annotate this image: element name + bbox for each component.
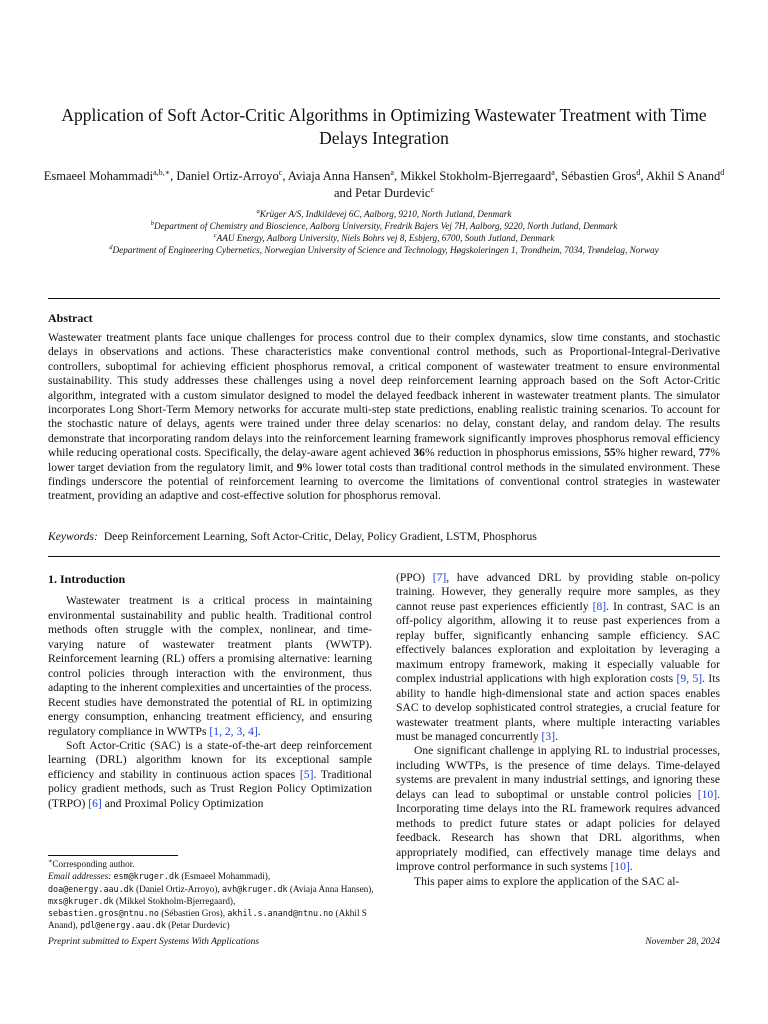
- footnote: [48, 858, 378, 932]
- email-link[interactable]: mxs@kruger.dk: [48, 895, 114, 906]
- citation-link[interactable]: [5]: [299, 767, 314, 781]
- paragraph: Wastewater treatment is a critical process in maintaining environmental sustainability and public health. Traditional control methods often struggle with the complex, nonlinear, and time-varying nature of wastewater treatment plants (WWTP). Reinforcement learning (RL) offers a promising alternative: learning control policies through interaction with the environment, thus adapting to the inherent complexities and uncertainties of the process. Recent studies have demonstrated the potential of RL in optimizing energy consumption, enhancing treatment efficiency, and ensuring regulatory compliance in WWTPs [1, 2, 3, 4].: [48, 594, 372, 738]
- keywords-label: Keywords:: [48, 530, 98, 543]
- citation-link[interactable]: [1, 2, 3, 4]: [209, 724, 258, 738]
- author: Mikkel Stokholm-Bjerregaard$^a$,: [400, 168, 562, 183]
- author: Sébastien Gros$^d$,: [561, 168, 646, 183]
- citation-link[interactable]: [7]: [432, 571, 447, 584]
- author-list: [40, 168, 728, 202]
- affiliation: $^c$AAU Energy, Aalborg University, Niels Bohrs vej 8, Esbjerg, 6700, South Jutland, Denmark: [213, 232, 555, 243]
- author: Aviaja Anna Hansen$^a$,: [287, 168, 401, 183]
- abstract-heading: Abstract: [48, 311, 93, 325]
- footnote-divider: [48, 855, 178, 856]
- email-link[interactable]: sebastien.gros@ntnu.no: [48, 908, 159, 919]
- keywords: [48, 530, 720, 543]
- author: Akhil S Anand$^d$: [645, 168, 725, 183]
- affiliation-list: [40, 208, 728, 256]
- author: Esmaeel Mohammadi$^{a,b,∗}$,: [43, 168, 177, 183]
- abstract-text: Wastewater treatment plants face unique challenges for process control due to their complex dynamics, slow time constants, and stochastic delays in observations and actions. These characteristics make conventional control methods, such as Proportional-Integral-Derivative controllers, suboptimal for achieving efficient phosphorus removal, a critical component of wastewater treatment to ensure environmental sustainability. This study addresses these challenges using a novel deep reinforcement learning approach based on the Soft Actor-Critic algorithm, integrated with a custom simulator designed to model the delayed feedback inherent in wastewater treatment plants. The simulator incorporates Long Short-Term Memory networks for accurate multi-step state predictions, enabling realistic training scenarios. To account for the stochastic nature of delays, agents were trained under three delay scenarios: no delay, constant delay, and random delay. The results demonstrate that incorporating random delays into the reinforcement learning framework significantly improves phosphorus removal efficiency while reducing operational costs. Specifically, the delay-aware agent achieved 36% reduction in phosphorus emissions, 55% higher reward, 77% lower target deviation from the regulatory limit, and 9% lower total costs than traditional control methods in the simulated environment. These findings underscore the potential of reinforcement learning to overcome the limitations of conventional control strategies in wastewater treatment, providing an adaptive and cost-effective solution for phosphorus removal.: [48, 331, 721, 503]
- keywords-text: Deep Reinforcement Learning, Soft Actor-Critic, Delay, Policy Gradient, LSTM, Phosphorus: [103, 530, 537, 543]
- section-heading-introduction: 1. Introduction: [48, 572, 126, 586]
- citation-link[interactable]: [8]: [592, 599, 607, 613]
- paragraph: (PPO) [7], have advanced DRL by providing stable on-policy training. However, they generally require more samples, as they cannot reuse past experiences efficiently [8]. In contrast, SAC is an off-policy algorithm, allowing it to reuse past experiences from a replay buffer, significantly enhancing sample efficiency. SAC effectively balances exploration and exploitation by leveraging a maximum entropy framework, making it especially valuable for complex industrial applications with high exploration costs [9, 5]. Its ability to handle high-dimensional state and action spaces enables SAC to develop sophisticated control strategies, a crucial feature for wastewater treatment plants, where multiple interacting variables must be managed concurrently [3].: [396, 571, 720, 743]
- email-link[interactable]: avh@kruger.dk: [222, 883, 288, 894]
- author: Petar Durdevic$^c$: [355, 185, 435, 200]
- affiliation: $^a$Krüger A/S, Indkildevej 6C, Aalborg, 9210, North Jutland, Denmark: [256, 208, 512, 219]
- column-left: [48, 572, 372, 811]
- top-divider: [48, 298, 720, 299]
- paragraph: Soft Actor-Critic (SAC) is a state-of-the-art deep reinforcement learning (DRL) algorithm known for its exceptional sample efficiency and stability in continuous action spaces [5]. Traditional policy gradient methods, such as Trust Region Policy Optimization (TRPO) [6] and Proximal Policy Optimization: [48, 738, 372, 810]
- citation-link[interactable]: [10]: [697, 787, 718, 801]
- preprint-note: Preprint submitted to Expert Systems With Applications: [48, 937, 260, 947]
- author-conjunction: and: [333, 186, 353, 200]
- author: Daniel Ortiz-Arroyo$^c$,: [176, 168, 288, 183]
- corresponding-note: ∗Corresponding author.: [48, 858, 135, 869]
- paragraph: This paper aims to explore the application of the SAC al-: [414, 874, 680, 888]
- email-link[interactable]: doa@energy.aau.dk: [48, 883, 134, 894]
- citation-link[interactable]: [10]: [610, 860, 630, 874]
- citation-link[interactable]: [6]: [88, 796, 102, 810]
- date-note: November 28, 2024: [645, 937, 720, 947]
- paragraph: One significant challenge in applying RL to industrial processes, including WWTPs, is the presence of time delays. Time-delayed systems are prevalent in many industrial settings, and ignoring these delays can lead to suboptimal or unstable control policies [10]. Incorporating time delays into the RL framework requires advanced methods to predict future states or adapt policies for delayed feedback. Research has shown that DRL algorithms, when appropriately modified, can effectively manage time delays and improve control performance in such systems [10].: [396, 744, 720, 874]
- column-right: [396, 571, 720, 889]
- paper-title: Application of Soft Actor-Critic Algorithms in Optimizing Wastewater Treatment with Time Delays Integration: [61, 105, 707, 148]
- citation-link[interactable]: [3]: [541, 729, 556, 743]
- citation-link[interactable]: [9, 5]: [676, 672, 703, 686]
- affiliation: $^d$Department of Engineering Cybernetics, Norwegian University of Science and Technology, Høgskoleringen 1, Trondheim, 7034, Trøndelag, Norway: [109, 244, 659, 255]
- affiliation: $^b$Department of Chemistry and Bioscience, Aalborg University, Fredrik Bajers Vej 7H, Aalborg, 9220, North Jutland, Denmark: [150, 220, 618, 231]
- email-link[interactable]: akhil.s.anand@ntnu.no: [227, 908, 334, 919]
- email-link[interactable]: pdl@energy.aau.dk: [80, 920, 166, 931]
- email-link[interactable]: esm@kruger.dk: [113, 871, 180, 882]
- abstract-divider: [48, 556, 720, 557]
- email-list: Email addresses: esm@kruger.dk (Esmaeel Mohammadi), doa@energy.aau.dk (Daniel Ortiz-Arroyo), avh@kruger.dk (Aviaja Anna Hansen), mxs@kruger.dk (Mikkel Stokholm-Bjerregaard), sebastien.gros@ntnu.no (Sébastien Gros), akhil.s.anand@ntnu.no (Akhil S Anand), pdl@energy.aau.dk (Petar Durdevic): [48, 871, 374, 931]
